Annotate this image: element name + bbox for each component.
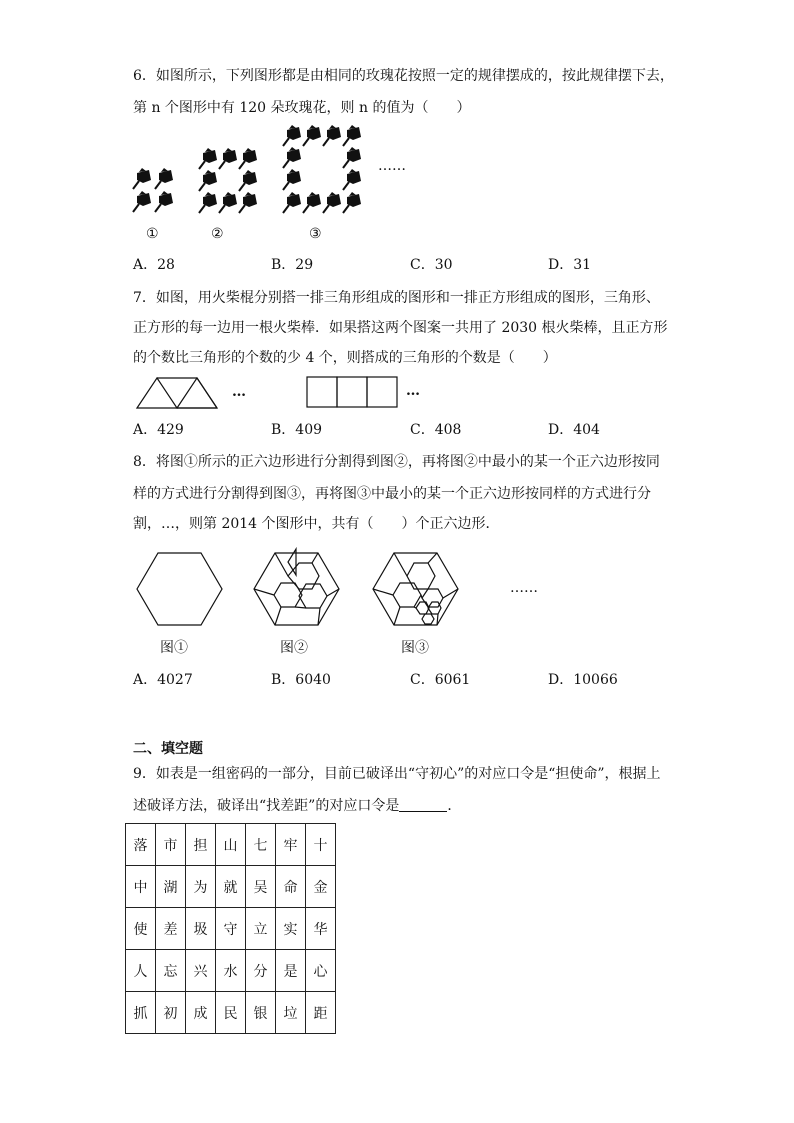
table-cell: 金 bbox=[306, 866, 336, 908]
q8-line1: 8．将图①所示的正六边形进行分割得到图②，再将图②中最小的某一个正六边形按同 bbox=[133, 454, 660, 470]
table-cell: 牢 bbox=[276, 824, 306, 866]
table-cell: 命 bbox=[276, 866, 306, 908]
table-cell: 华 bbox=[306, 908, 336, 950]
q7-option-a[interactable]: A．429 bbox=[133, 422, 184, 438]
q8-option-c[interactable]: C．6061 bbox=[410, 672, 471, 688]
q9-line2-end: ． bbox=[447, 798, 462, 814]
q7-line2: 正方形的每一边用一根火柴棒．如果搭这两个图案一共用了 2030 根火柴棒，且正方形 bbox=[133, 320, 668, 336]
q8-fig-label-3: 图③ bbox=[401, 640, 429, 656]
table-cell: 抓 bbox=[126, 992, 156, 1034]
table-cell: 银 bbox=[246, 992, 276, 1034]
q8-hexagon-figures bbox=[128, 540, 488, 640]
table-cell: 初 bbox=[156, 992, 186, 1034]
table-cell: 分 bbox=[246, 950, 276, 992]
q7-option-d[interactable]: D．404 bbox=[548, 422, 600, 438]
q7-squares bbox=[307, 377, 397, 407]
table-row bbox=[126, 992, 336, 1034]
q6-line2: 第 n 个图形中有 120 朵玫瑰花，则 n 的值为（ ） bbox=[133, 100, 471, 116]
q6-fig-label-3: ③ bbox=[309, 226, 322, 242]
q6-option-b[interactable]: B．29 bbox=[271, 257, 314, 273]
table-cell: 距 bbox=[306, 992, 336, 1034]
q6-option-d[interactable]: D．31 bbox=[548, 257, 592, 273]
q8-figure-2 bbox=[254, 549, 339, 625]
q7-option-c[interactable]: C．408 bbox=[410, 422, 462, 438]
q8-fig-label-2: 图② bbox=[280, 640, 308, 656]
table-row bbox=[126, 950, 336, 992]
table-row bbox=[126, 866, 336, 908]
table-cell: 兴 bbox=[186, 950, 216, 992]
q6-line1: 6．如图所示，下列图形都是由相同的玫瑰花按照一定的规律摆成的，按此规律摆下去， bbox=[133, 68, 674, 84]
q7-triangles bbox=[137, 378, 217, 408]
table-cell: 市 bbox=[156, 824, 186, 866]
table-cell: 守 bbox=[216, 908, 246, 950]
q8-figure-1 bbox=[137, 553, 222, 625]
q6-figure-2 bbox=[199, 148, 257, 213]
table-cell: 中 bbox=[126, 866, 156, 908]
table-cell: 圾 bbox=[186, 908, 216, 950]
table-cell: 民 bbox=[216, 992, 246, 1034]
q8-ellipsis: …… bbox=[510, 580, 538, 596]
table-cell: 为 bbox=[186, 866, 216, 908]
q6-figure-3 bbox=[283, 125, 361, 213]
q8-line2: 样的方式进行分割得到图③，再将图③中最小的某一个正六边形按同样的方式进行分 bbox=[133, 486, 651, 502]
q9-line2-text: 述破译方法，破译出“找差距”的对应口令是 bbox=[133, 798, 400, 814]
q6-figure-1 bbox=[133, 168, 173, 212]
table-cell: 使 bbox=[126, 908, 156, 950]
q8-line3: 割，…，则第 2014 个图形中，共有（ ）个正六边形． bbox=[133, 516, 500, 532]
table-cell: 吴 bbox=[246, 866, 276, 908]
q7-ellipsis-2: … bbox=[406, 383, 420, 399]
q7-option-b[interactable]: B．409 bbox=[271, 422, 323, 438]
q9-line2 bbox=[133, 796, 461, 816]
q7-ellipsis-1: … bbox=[232, 384, 246, 400]
section-title: 二、填空题 bbox=[133, 741, 203, 757]
q7-line3: 的个数比三角形的个数的少 4 个，则搭成的三角形的个数是（ ） bbox=[133, 350, 557, 366]
q6-option-c[interactable]: C．30 bbox=[410, 257, 453, 273]
q6-fig-label-2: ② bbox=[211, 226, 224, 242]
q8-option-b[interactable]: B．6040 bbox=[271, 672, 331, 688]
table-cell: 人 bbox=[126, 950, 156, 992]
table-cell: 七 bbox=[246, 824, 276, 866]
q9-answer-blank[interactable] bbox=[399, 797, 447, 812]
q7-match-figures bbox=[133, 372, 433, 412]
table-cell: 十 bbox=[306, 824, 336, 866]
table-cell: 山 bbox=[216, 824, 246, 866]
table-cell: 湖 bbox=[156, 866, 186, 908]
table-row bbox=[126, 824, 336, 866]
table-row bbox=[126, 908, 336, 950]
table-cell: 就 bbox=[216, 866, 246, 908]
q8-figure-3 bbox=[373, 553, 458, 625]
q8-fig-label-1: 图① bbox=[160, 640, 188, 656]
q7-line1: 7．如图，用火柴棍分别搭一排三角形组成的图形和一排正方形组成的图形，三角形、 bbox=[133, 290, 660, 306]
table-cell: 水 bbox=[216, 950, 246, 992]
table-cell: 是 bbox=[276, 950, 306, 992]
table-cell: 实 bbox=[276, 908, 306, 950]
q6-option-a[interactable]: A．28 bbox=[133, 257, 175, 273]
table-cell: 担 bbox=[186, 824, 216, 866]
q8-option-a[interactable]: A．4027 bbox=[133, 672, 193, 688]
table-cell: 差 bbox=[156, 908, 186, 950]
table-cell: 立 bbox=[246, 908, 276, 950]
q8-option-d[interactable]: D．10066 bbox=[548, 672, 618, 688]
q9-line1: 9．如表是一组密码的一部分，目前已破译出“守初心”的对应口令是“担使命”，根据上 bbox=[133, 766, 661, 782]
table-cell: 成 bbox=[186, 992, 216, 1034]
table-cell: 垃 bbox=[276, 992, 306, 1034]
cipher-table bbox=[125, 823, 336, 1034]
table-cell: 落 bbox=[126, 824, 156, 866]
q6-fig-label-1: ① bbox=[146, 226, 159, 242]
table-cell: 忘 bbox=[156, 950, 186, 992]
table-cell: 心 bbox=[306, 950, 336, 992]
q6-ellipsis: …… bbox=[378, 158, 406, 174]
